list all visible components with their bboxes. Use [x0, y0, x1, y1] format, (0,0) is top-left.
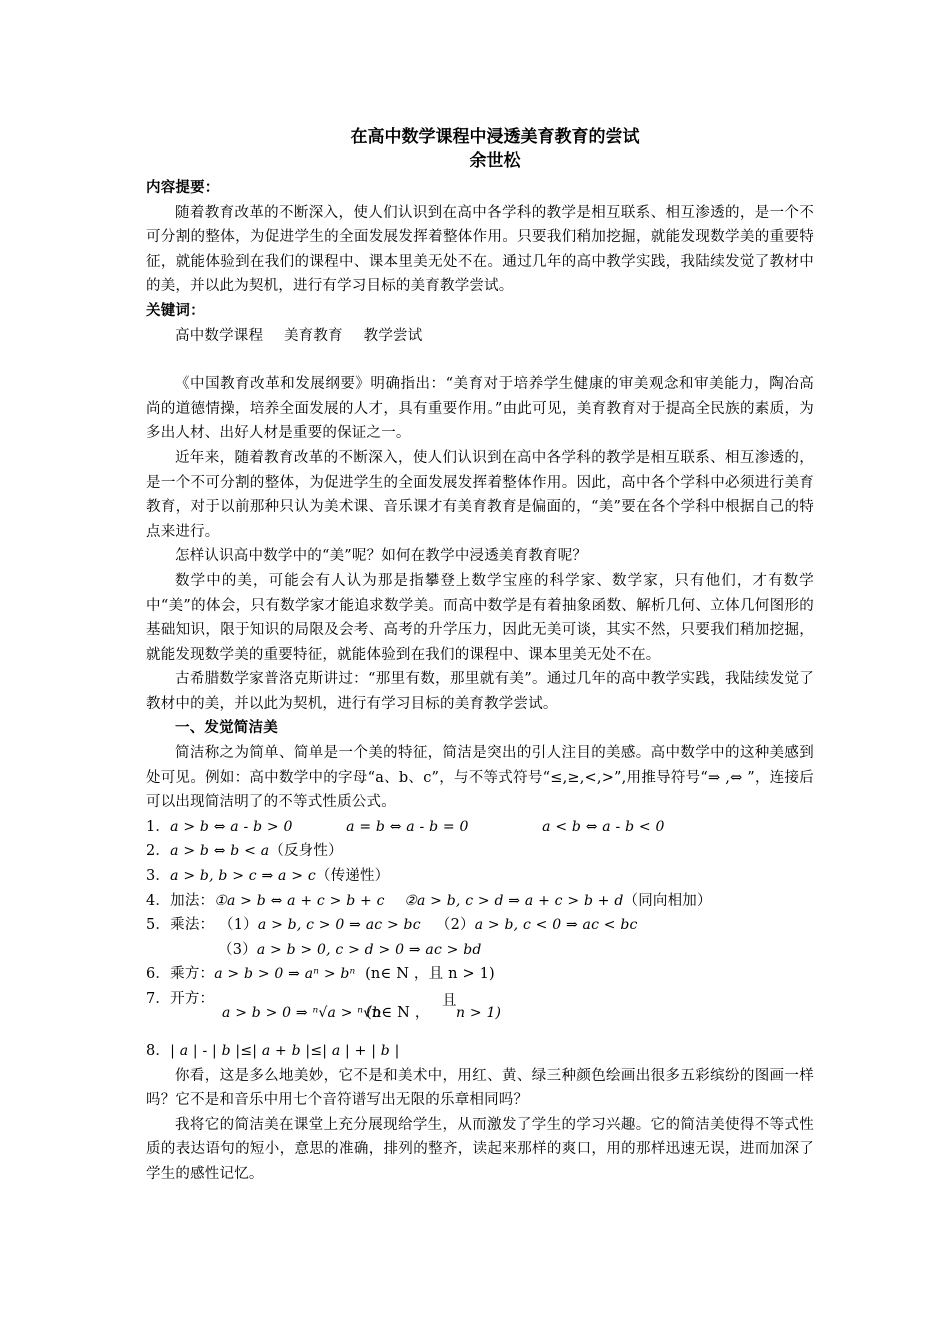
- paragraph: 《中国教育改革和发展纲要》明确指出：“美育对于培养学生健康的审美观念和审美能力，陶冶高尚的道德情操，培养全面发展的人才，具有重要作用。”由此可见，美育教育对于提高全民族的素质，为多出人材、出好人材是重要的保证之一。: [146, 376, 814, 442]
- document-body: [146, 176, 814, 1187]
- formula-label: （1）: [219, 917, 258, 934]
- formula-3: [146, 864, 814, 889]
- formula-expression: a > b, b > c ⇒ a > c: [170, 868, 316, 885]
- formula-number: 3．: [146, 868, 171, 885]
- formula-expression: a > b > 0 ⇒ ⁿ√a > ⁿ√b: [222, 1005, 382, 1021]
- formula-number: 5．乘法：: [146, 917, 215, 934]
- paragraph: 古希腊数学家普洛克斯讲过：“那里有数，那里就有美”。通过几年的高中教学实践，我陆续发觉了教材中的美，并以此为契机，进行有学习目标的美育教学尝试。: [146, 671, 814, 712]
- formula-8: [146, 1039, 814, 1064]
- formula-expression: a = b ⇔ a - b = 0: [346, 818, 469, 835]
- keyword: 高中数学课程: [175, 327, 264, 344]
- formula-note: （同向相加）: [623, 892, 712, 909]
- keywords-label: 关键词：: [146, 302, 205, 319]
- abstract-label: 内容提要：: [146, 180, 220, 196]
- formula-4: [146, 889, 814, 914]
- formula-expression: ②a > b, c > d ⇒ a + c > b + d: [404, 892, 624, 909]
- formula-condition: (n∈ N ，且 n > 1): [365, 966, 495, 983]
- section-intro: 简洁称之为简单、简单是一个美的特征，简洁是突出的引人注目的美感。高中数学中的这种美感到处可见。例如：高中数学中的字母“a、b、c”，与不等式符号“≤,≥,<,>”,用推导符号“⇒ ,⇔ ”，连接后可以出现简洁明了的不等式性质公式。: [146, 745, 814, 811]
- formula-expression: | a | - | b |≤| a + b |≤| a | + | b |: [170, 1043, 400, 1059]
- formula-5-3: [146, 938, 814, 963]
- formula-expression: a > b, c > 0 ⇒ ac > bc: [257, 917, 421, 934]
- keywords-list: [146, 324, 814, 349]
- paragraph: 你看，这是多么地美妙，它不是和美术中，用红、黄、绿三种颜色绘画出很多五彩缤纷的图画一样吗？它不是和音乐中用七个音符谱写出无限的乐章相同吗？: [146, 1067, 814, 1109]
- formula-expression: a > b > 0 ⇒ aⁿ > bⁿ: [214, 966, 356, 983]
- formula-expression: ①a > b ⇔ a + c > b + c: [214, 892, 385, 909]
- formula-5: [146, 913, 814, 938]
- paragraph: 数学中的美，可能会有人认为那是指攀登上数学宝座的科学家、数学家，只有他们，才有数学中“美”的体会，只有数学家才能追求数学美。而高中数学是有着抽象函数、解析几何、立体几何图形的基础知识，限于知识的局限及会考、高考的升学压力，因此无美可谈，其实不然，只要我们稍加挖掘，就能发现数学美的重要特征，就能体验到在我们的课程中、课本里美无处不在。: [146, 572, 814, 663]
- formula-condition: n > 1): [456, 1005, 502, 1021]
- abstract-text: 随着教育改革的不断深入，使人们认识到在高中各学科的教学是相互联系、相互渗透的，是一个不可分割的整体，为促进学生的全面发展发挥着整体作用。只要我们稍加挖掘，就能发现数学美的重要特征，就能体验到在我们的课程中、课本里美无处不在。通过几年的高中教学实践，我陆续发觉了教材中的美，并以此为契机，进行有学习目标的美育教学尝试。: [146, 204, 814, 295]
- formula-note: （传递性）: [315, 868, 390, 885]
- formula-number: 1．: [146, 818, 171, 835]
- document-author: 余世松: [469, 151, 521, 171]
- formula-condition: (n∈ N ，: [366, 1005, 430, 1021]
- formula-number: 4．加法：: [146, 892, 215, 909]
- formula-6: [146, 962, 814, 987]
- spacer: [146, 348, 814, 372]
- formula-label: （3）: [218, 941, 257, 958]
- formula-expression: a > b ⇔ a - b > 0: [170, 818, 293, 835]
- paragraph: 近年来，随着教育改革的不断深入，使人们认识到在高中各学科的教学是相互联系、相互渗透的，是一个不可分割的整体，为促进学生的全面发展发挥着整体作用。因此，高中各个学科中必须进行美育教育，对于以前那种只认为美术课、音乐课才有美育教育是偏面的，“美”要在各个学科中根据自己的特点来进行。: [146, 449, 814, 540]
- formula-expression: a < b ⇔ a - b < 0: [542, 818, 665, 835]
- formula-number: 6．乘方：: [146, 966, 215, 983]
- section-title: 一、发觉简洁美: [175, 720, 278, 737]
- paragraph: 怎样认识高中数学中的“美”呢？如何在教学中浸透美育教育呢？: [175, 548, 588, 565]
- paragraph: 我将它的简洁美在课堂上充分展现给学生，从而激发了学生的学习兴趣。它的简洁美使得不等式性质的表达语句的短小，意思的准确，排列的整齐，读起来那样的爽口，用的那样迅速无误，进而加深了学生的感性记忆。: [146, 1116, 814, 1182]
- keyword: 美育教育: [284, 327, 343, 344]
- formula-1: [146, 815, 814, 840]
- formula-expression: a > b, c < 0 ⇒ ac < bc: [474, 917, 638, 934]
- formula-expression: a > b > 0, c > d > 0 ⇒ ac > bd: [256, 941, 482, 958]
- formula-7: [146, 987, 814, 1033]
- formula-expression: a > b ⇔ b < a: [170, 843, 270, 860]
- formula-number: 8．: [146, 1043, 171, 1059]
- keyword: 教学尝试: [363, 327, 423, 344]
- formula-note: （反身性）: [269, 843, 343, 860]
- document-title: 在高中数学课程中浸透美育教育的尝试: [350, 127, 640, 147]
- formula-condition: 且: [442, 993, 457, 1009]
- formula-label: （2）: [435, 917, 475, 934]
- formula-number: 7．开方：: [146, 991, 215, 1007]
- formula-2: [146, 839, 814, 864]
- formula-number: 2．: [146, 843, 171, 860]
